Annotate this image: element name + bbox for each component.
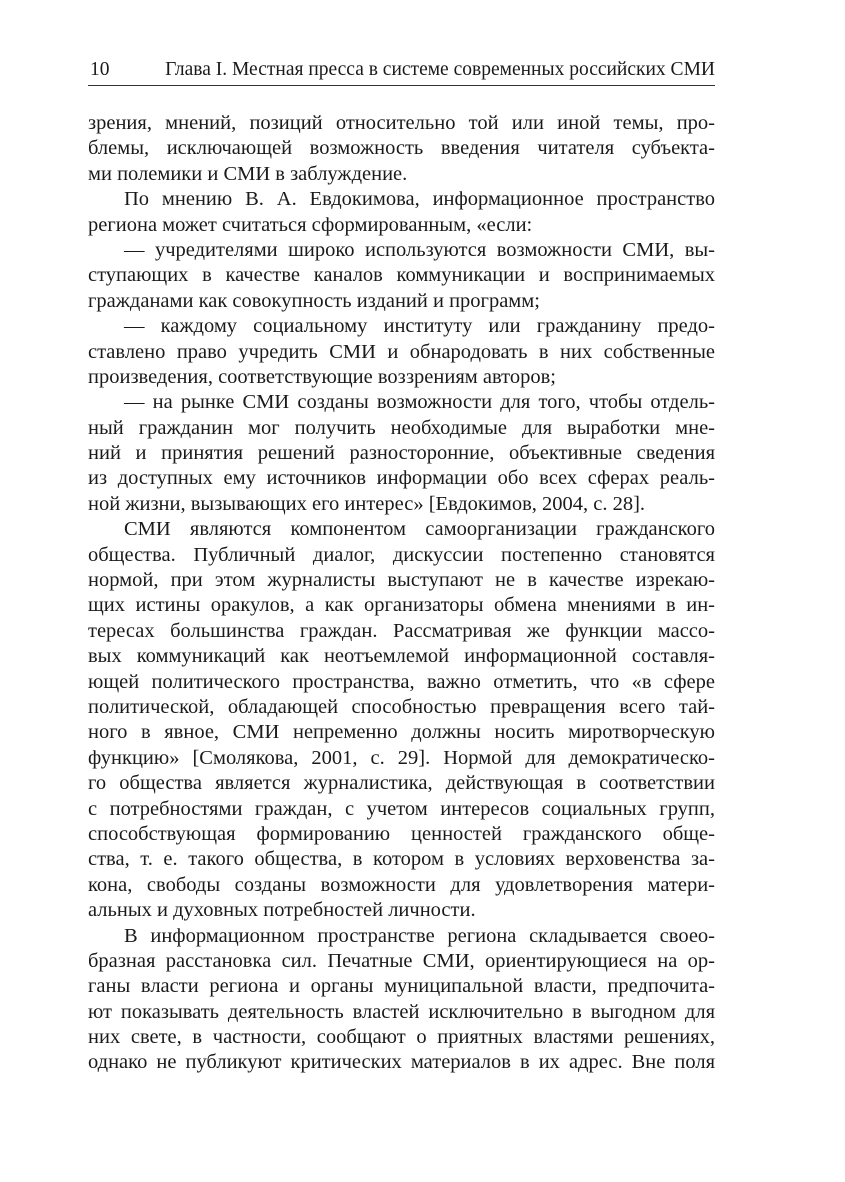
text-line: кона, свободы созданы возможности для удовлетворения матери- — [88, 873, 715, 896]
text-line: функцию» [Смолякова, 2001, с. 29]. Нормой для демократическо- — [88, 746, 715, 769]
text-line: щих истины оракулов, а как организаторы обмена мнениями в ин- — [88, 594, 715, 617]
text-line: — учредителями широко используются возможности СМИ, вы- — [124, 238, 715, 261]
text-line: из доступных ему источников информации обо всех сферах реаль- — [88, 467, 715, 490]
text-line: нормой, при этом журналисты выступают не в качестве изрекаю- — [88, 569, 715, 592]
text-line: политической, обладающей способностью превращения всего тай- — [88, 695, 715, 718]
text-line: ми полемики и СМИ в заблуждение. — [88, 162, 408, 185]
running-title: Глава I. Местная пресса в системе современных российских СМИ — [165, 59, 715, 80]
text-line: вых коммуникаций как неотъемлемой информационной составля- — [88, 645, 715, 668]
text-line: ющей политического пространства, важно отметить, что «в сфере — [88, 670, 715, 693]
running-header — [88, 57, 715, 86]
text-line: способствующая формированию ценностей гражданского обще- — [88, 822, 715, 845]
text-line: общества. Публичный диалог, дискуссии постепенно становятся — [88, 543, 715, 566]
text-line: ный гражданин мог получить необходимые для выработки мне- — [88, 416, 715, 439]
text-line: ной жизни, вызывающих его интерес» [Евдокимов, 2004, с. 28]. — [88, 492, 646, 515]
page-number: 10 — [90, 59, 110, 80]
text-line: региона может считаться сформированным, «если: — [88, 213, 533, 236]
text-line: ний и принятия решений разносторонние, объективные сведения — [88, 442, 715, 465]
text-line: — каждому социальному институту или гражданину предо- — [124, 315, 715, 338]
text-line: ного в явное, СМИ непременно должны носить миротворческую — [88, 721, 715, 744]
text-line: СМИ являются компонентом самоорганизации гражданского — [124, 518, 715, 541]
text-line: с потребностями граждан, с учетом интересов социальных групп, — [88, 797, 715, 820]
text-line: ступающих в качестве каналов коммуникации и воспринимаемых — [88, 264, 715, 287]
text-line: бразная расстановка сил. Печатные СМИ, ориентирующиеся на ор- — [88, 949, 715, 972]
text-line: го общества является журналистика, действующая в соответствии — [88, 772, 715, 795]
text-line: ют показывать деятельность властей исключительно в выгодном для — [88, 1000, 715, 1023]
text-line: — на рынке СМИ созданы возможности для того, чтобы отдель- — [124, 391, 715, 414]
text-line: ганы власти региона и органы муниципальной власти, предпочита- — [88, 975, 715, 998]
text-line: По мнению В. А. Евдокимова, информационное пространство — [124, 188, 715, 211]
text-line: альных и духовных потребностей личности. — [88, 899, 476, 922]
text-line: зрения, мнений, позиций относительно той или иной темы, про- — [88, 112, 715, 134]
body-text — [88, 111, 715, 1076]
text-line: них свете, в частности, сообщают о приятных властями решениях, — [88, 1026, 715, 1049]
text-line: ства, т. е. такого общества, в котором в условиях верховенства за- — [88, 848, 715, 871]
text-line: однако не публикуют критических материалов в их адрес. Вне поля — [88, 1051, 715, 1074]
text-line: ставлено право учредить СМИ и обнародовать в них собственные — [88, 340, 715, 363]
text-line: произведения, соответствующие воззрениям авторов; — [88, 365, 556, 388]
text-line: блемы, исключающей возможность введения читателя субъекта- — [88, 137, 715, 160]
text-line: гражданами как совокупность изданий и программ; — [88, 289, 540, 312]
text-line: тересах большинства граждан. Рассматривая же функции массо- — [88, 619, 715, 642]
text-line: В информационном пространстве региона складывается своео- — [124, 924, 715, 947]
